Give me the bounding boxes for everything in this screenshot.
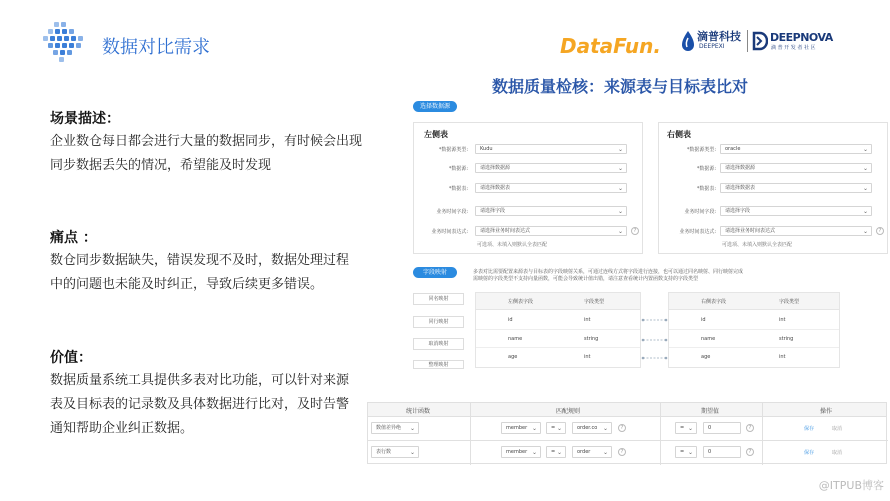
field-label: 业务时间表达式:	[679, 229, 716, 235]
col-header: 统计函数	[406, 408, 431, 415]
note-line: 需映射的字段类型不支持向量函数，可能会导致统计值出错，请注意查看统计内置函数支持的字段类型	[473, 276, 699, 282]
select-value: 请选择业务时间表达式	[725, 228, 776, 234]
cell: age	[701, 354, 711, 360]
cell: name	[508, 336, 523, 342]
rules-table	[367, 402, 887, 464]
field-mapping-button[interactable]: 字段映射	[413, 267, 457, 278]
divider	[762, 403, 763, 465]
chevron-down-icon: ⌄	[862, 185, 868, 192]
field-label: 业务时间字段:	[436, 209, 468, 215]
chevron-down-icon: ⌄	[409, 425, 415, 432]
text-line: 数据质量系统工具提供多表对比功能，可以针对来源	[50, 373, 350, 388]
expected-value-input[interactable]: 0	[703, 446, 741, 458]
field-label: *数据源类型:	[686, 147, 716, 153]
deepexi-en: DEEPEXI	[699, 43, 725, 50]
cancel-button[interactable]: 取消	[832, 450, 843, 456]
help-icon[interactable]: ?	[618, 448, 626, 456]
field-label: *数据源:	[448, 166, 468, 172]
chevron-down-icon: ⌄	[862, 228, 868, 235]
stat-func-select[interactable]	[371, 446, 419, 458]
compare-select[interactable]	[675, 446, 697, 458]
chevron-down-icon: ⌄	[602, 449, 608, 456]
scenario-heading: 场景描述：	[50, 111, 120, 127]
chevron-down-icon: ⌄	[862, 208, 868, 215]
chevron-down-icon: ⌄	[617, 185, 623, 192]
page-title: 数据对比需求	[102, 37, 210, 58]
deepnova-logo-icon	[752, 31, 768, 51]
value-heading: 价值：	[50, 350, 92, 366]
col-header: 字段类型	[779, 299, 800, 305]
tab-same-row-mapping[interactable]: 同行映射	[413, 316, 464, 328]
help-icon[interactable]: ?	[746, 424, 754, 432]
left-time-field-select[interactable]	[475, 206, 627, 216]
field-a-select[interactable]	[501, 422, 541, 434]
deepnova-text: DEEPNOVA	[770, 31, 833, 44]
section-subtitle: 数据质量检核：来源表与目标表比对	[492, 77, 749, 96]
chevron-down-icon: ⌄	[556, 425, 562, 432]
note-line: 多表对比需要配置来源表与目标表的字段映射关系，可通过连线方式将字段进行连接，也可以通过同名映射、同行映射完成	[473, 269, 744, 275]
select-value: Kudu	[480, 146, 493, 152]
select-value: 请选择字段	[480, 208, 506, 214]
cell: id	[508, 317, 513, 323]
select-value: 请选择数据源	[480, 165, 511, 171]
cell: age	[508, 354, 518, 360]
left-time-expr-select[interactable]	[475, 226, 627, 236]
help-icon[interactable]: ?	[876, 227, 884, 235]
col-header: 字段类型	[584, 299, 605, 305]
help-icon[interactable]: ?	[746, 448, 754, 456]
cell: string	[584, 336, 599, 342]
right-time-field-select[interactable]	[720, 206, 872, 216]
field-label: *数据表:	[448, 186, 468, 192]
select-value: 请选择数据表	[725, 185, 756, 191]
divider	[660, 403, 661, 465]
scenario-text	[50, 130, 370, 178]
field-label: 业务时间表达式:	[431, 229, 468, 235]
chevron-down-icon: ⌄	[687, 449, 693, 456]
chevron-down-icon: ⌄	[617, 208, 623, 215]
table-header	[476, 293, 640, 310]
watermark: @ITPUB博客	[818, 479, 884, 492]
text-line: 同步数据丢失的情况，希望能及时发现	[50, 158, 272, 173]
mapping-connectors[interactable]	[641, 305, 668, 365]
select-value: =	[551, 425, 556, 431]
pain-heading: 痛点 ：	[50, 230, 97, 246]
chevron-down-icon: ⌄	[862, 146, 868, 153]
select-value: =	[680, 449, 685, 455]
logo-divider	[747, 30, 748, 52]
deepnova-sub: 滴 普 开 发 者 社 区	[771, 45, 816, 51]
field-label: 业务时间字段:	[684, 209, 716, 215]
field-label: *数据源类型:	[438, 147, 468, 153]
right-table-select[interactable]	[720, 183, 872, 193]
text-line: 表及目标表的记录数及具体数据进行比对，及时告警	[50, 397, 350, 412]
field-a-select[interactable]	[501, 446, 541, 458]
table-row[interactable]	[669, 348, 839, 368]
col-header: 右侧表字段	[701, 299, 727, 305]
table-header	[368, 403, 886, 417]
select-value: oracle	[725, 146, 741, 152]
select-value: 请选择业务时间表达式	[480, 228, 531, 234]
table-row[interactable]	[476, 348, 640, 368]
save-button[interactable]: 保存	[804, 450, 815, 456]
right-source-select[interactable]	[720, 163, 872, 173]
select-value: 请选择数据表	[480, 185, 511, 191]
chevron-down-icon: ⌄	[687, 425, 693, 432]
field-b-select[interactable]	[572, 422, 612, 434]
cell: name	[701, 336, 716, 342]
left-source-type-select[interactable]	[475, 144, 627, 154]
help-icon[interactable]: ?	[618, 424, 626, 432]
select-value: =	[680, 425, 685, 431]
right-hint: 可选项、未填入则默认全表匹配	[722, 242, 793, 248]
divider	[470, 403, 471, 465]
select-value: order	[577, 449, 591, 455]
text-line: 中的问题也未能及时纠正，导致后续更多错误。	[50, 277, 324, 292]
text-line: 通知帮助企业纠正数据。	[50, 421, 194, 436]
compare-select[interactable]	[675, 422, 697, 434]
col-header: 匹配规则	[556, 408, 581, 415]
right-table-title: 右侧表	[667, 130, 691, 139]
select-value: 表行数	[376, 449, 392, 455]
deepexi-logo-icon	[680, 30, 696, 52]
right-field-table	[668, 292, 840, 368]
chevron-down-icon: ⌄	[862, 165, 868, 172]
chevron-down-icon: ⌄	[531, 425, 537, 432]
col-header: 操作	[820, 408, 833, 415]
select-value: order.co	[577, 425, 598, 431]
chevron-down-icon: ⌄	[531, 449, 537, 456]
expected-value-input[interactable]: 0	[703, 422, 741, 434]
divider	[368, 440, 888, 441]
left-field-table	[475, 292, 641, 368]
select-value: 请选择字段	[725, 208, 751, 214]
save-button[interactable]: 保存	[804, 426, 815, 432]
select-value: member	[506, 425, 528, 431]
cell: int	[779, 317, 786, 323]
operator-select[interactable]	[546, 446, 566, 458]
field-label: *数据源:	[696, 166, 716, 172]
deepexi-cn: 滴普科技	[697, 30, 741, 43]
left-table-select[interactable]	[475, 183, 627, 193]
field-label: *数据表:	[696, 186, 716, 192]
mapping-note	[473, 269, 873, 283]
chevron-down-icon: ⌄	[617, 165, 623, 172]
value-text	[50, 369, 370, 441]
right-source-type-select[interactable]	[720, 144, 872, 154]
cell: int	[584, 354, 591, 360]
cell: int	[779, 354, 786, 360]
table-row[interactable]	[476, 310, 640, 330]
chevron-down-icon: ⌄	[602, 425, 608, 432]
select-value: member	[506, 449, 528, 455]
tab-same-name-mapping[interactable]: 同名映射	[413, 293, 464, 305]
table-row[interactable]	[669, 310, 839, 330]
col-header: 左侧表字段	[508, 299, 534, 305]
text-line: 企业数仓每日都会进行大量的数据同步，有时候会出现	[50, 134, 363, 149]
left-table-title: 左侧表	[424, 130, 448, 139]
table-row[interactable]	[476, 330, 640, 348]
table-row[interactable]	[669, 330, 839, 348]
stat-func-select[interactable]	[371, 422, 419, 434]
pain-text	[50, 249, 370, 297]
select-source-button[interactable]: 选择数据源	[413, 101, 457, 112]
left-hint: 可选项、未填入则默认全表匹配	[477, 242, 548, 248]
cell: string	[779, 336, 794, 342]
field-b-select[interactable]	[572, 446, 612, 458]
datafun-logo: DataFun.	[560, 34, 661, 58]
cancel-button[interactable]: 取消	[832, 426, 843, 432]
tab-cancel-mapping[interactable]: 取消映射	[413, 338, 464, 350]
chevron-down-icon: ⌄	[556, 449, 562, 456]
cube-logo-icon	[40, 20, 86, 64]
select-value: 请选择数据源	[725, 165, 756, 171]
chevron-down-icon: ⌄	[617, 228, 623, 235]
table-header	[669, 293, 839, 310]
cell: id	[701, 317, 706, 323]
tab-arrange-mapping[interactable]: 整理映射	[413, 360, 464, 369]
cell: int	[584, 317, 591, 323]
right-time-expr-select[interactable]	[720, 226, 872, 236]
operator-select[interactable]	[546, 422, 566, 434]
left-source-select[interactable]	[475, 163, 627, 173]
text-line: 数仓同步数据缺失，错误发现不及时，数据处理过程	[50, 253, 350, 268]
select-value: 数值差异绝	[376, 425, 402, 431]
help-icon[interactable]: ?	[631, 227, 639, 235]
col-header: 期望值	[701, 408, 720, 415]
select-value: =	[551, 449, 556, 455]
chevron-down-icon: ⌄	[617, 146, 623, 153]
chevron-down-icon: ⌄	[409, 449, 415, 456]
